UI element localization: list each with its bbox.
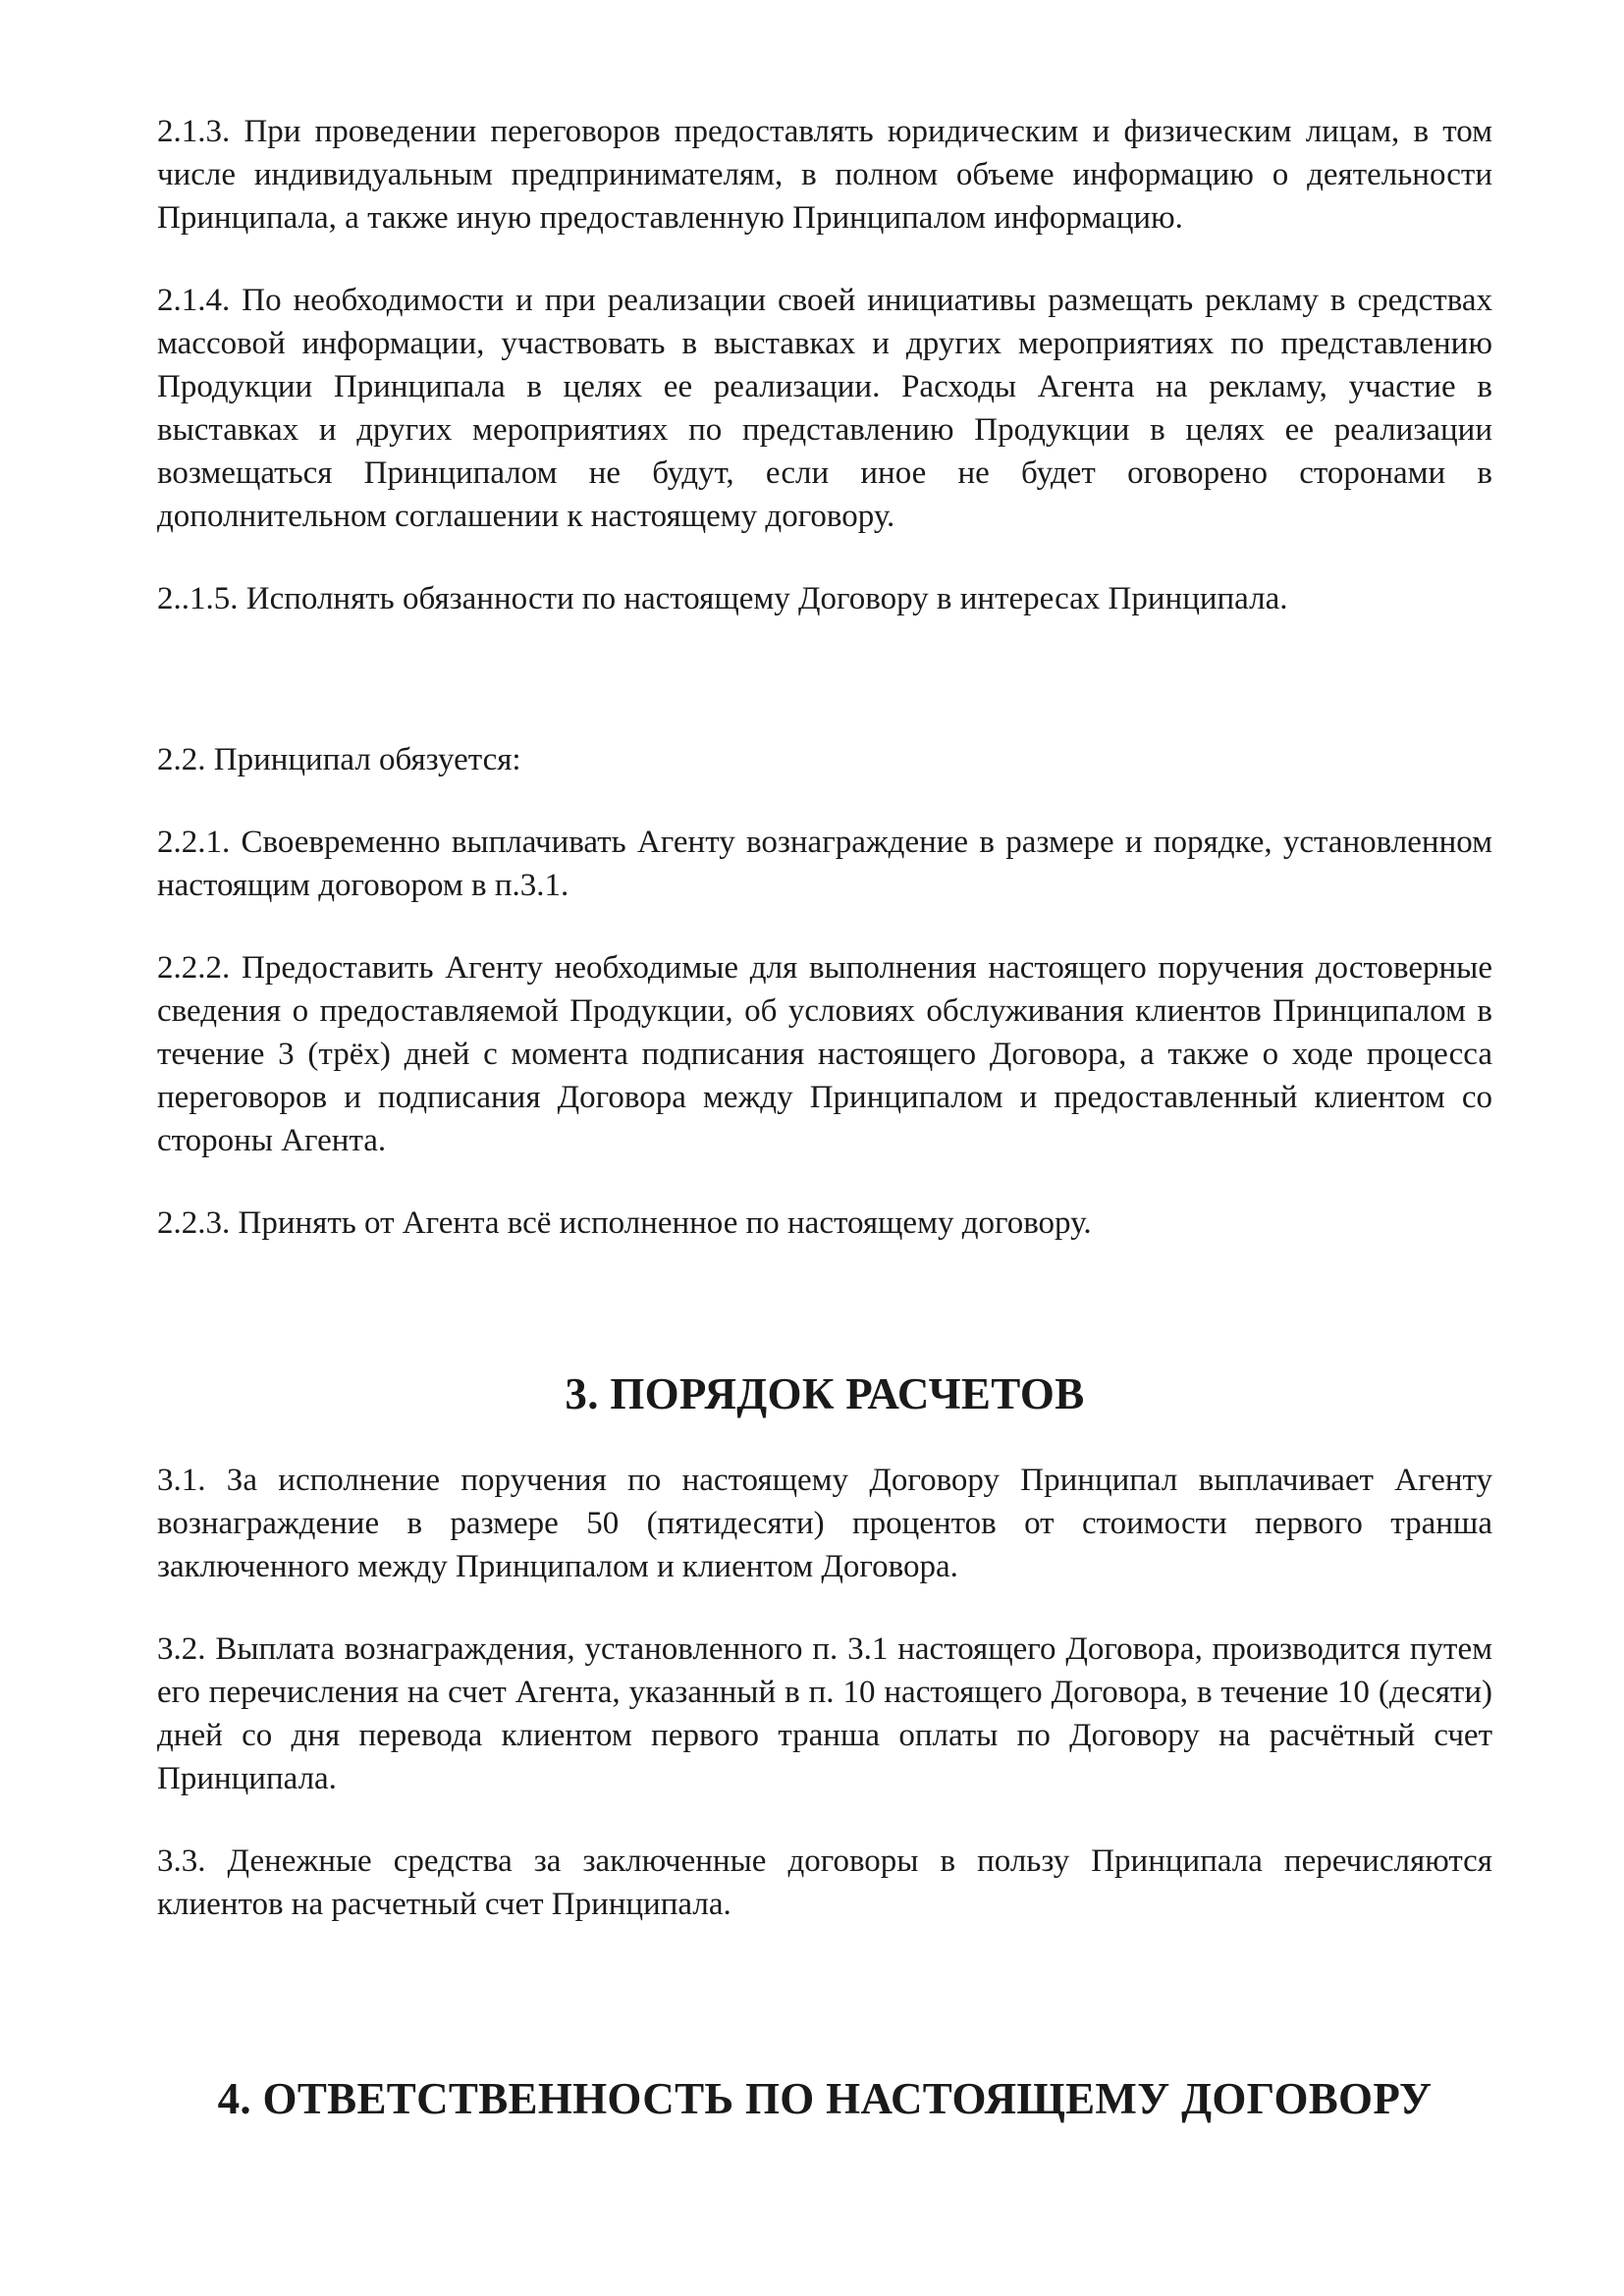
document-page: [157, 110, 1492, 2163]
paragraph-2-2: 2.2. Принципал обязуется:: [157, 742, 521, 777]
paragraph-3-3: 3.3. Денежные средства за заключенные договоры в пользу Принципала перечисляются клиентов на расчетный счет Принципала.: [157, 1843, 1492, 1922]
paragraph-2-2-3: 2.2.3. Принять от Агента всё исполненное по настоящему договору.: [157, 1205, 1092, 1241]
section-3-heading: 3. ПОРЯДОК РАСЧЕТОВ: [565, 1369, 1085, 1418]
paragraph-2-1-3: 2.1.3. При проведении переговоров предоставлять юридическим и физическим лицам, в том числе индивидуальным предпринимателям, в полном объеме информацию о деятельности Принципала, а также иную предоставленную Принципалом информацию.: [157, 114, 1492, 236]
section-4-heading: 4. ОТВЕТСТВЕННОСТЬ ПО НАСТОЯЩЕМУ ДОГОВОРУ: [217, 2074, 1433, 2123]
vertical-spacer: [157, 660, 1492, 738]
paragraph-2-2-1: 2.2.1. Своевременно выплачивать Агенту вознаграждение в размере и порядке, установленном настоящим договором в п.3.1.: [157, 825, 1492, 903]
paragraph-2-2-2: 2.2.2. Предоставить Агенту необходимые для выполнения настоящего поручения достоверные сведения о предоставляемой Продукции, об условиях обслуживания клиентов Принципалом в течение 3 (трёх) дней с момента подписания настоящего Договора, а также о ходе процесса переговоров и подписания Договора между Принципалом и предоставленный клиентом со стороны Агента.: [157, 950, 1492, 1158]
paragraph-2-1-5: 2..1.5. Исполнять обязанности по настоящему Договору в интересах Принципала.: [157, 581, 1288, 616]
vertical-spacer: [157, 1284, 1492, 1366]
paragraph-2-1-4: 2.1.4. По необходимости и при реализации своей инициативы размещать рекламу в средствах массовой информации, участвовать в выставках и других мероприятиях по представлению Продукции Принципала в целях ее реализации. Расходы Агента на рекламу, участие в выставках и других мероприятиях по представлению Продукции в целях ее реализации возмещаться Принципалом не будут, если иное не будет оговорено сторонами в дополнительном соглашении к настоящему договору.: [157, 283, 1492, 534]
vertical-spacer: [157, 1965, 1492, 2071]
paragraph-3-2: 3.2. Выплата вознаграждения, установленного п. 3.1 настоящего Договора, производится путем его перечисления на счет Агента, указанный в п. 10 настоящего Договора, в течение 10 (десяти) дней со дня перевода клиентом первого транша оплаты по Договору на расчётный счет Принципала.: [157, 1631, 1492, 1796]
paragraph-3-1: 3.1. За исполнение поручения по настоящему Договору Принципал выплачивает Агенту вознаграждение в размере 50 (пятидесяти) процентов от стоимости первого транша заключенного между Принципалом и клиентом Договора.: [157, 1463, 1492, 1584]
